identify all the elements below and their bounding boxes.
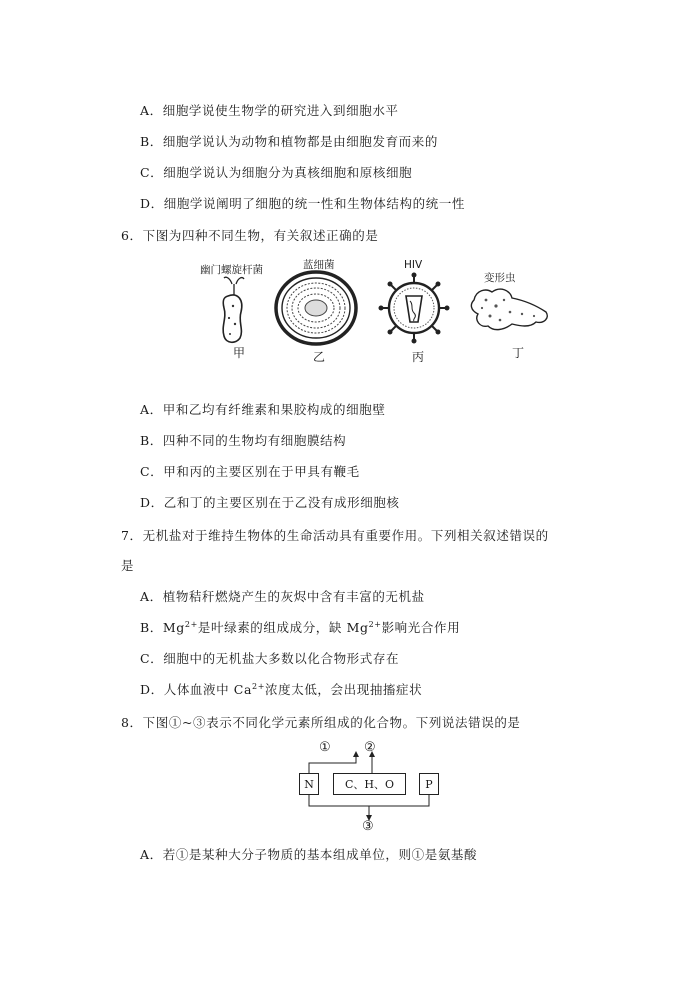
q7-option-d-part2: 浓度太低，会出现抽搐症状: [265, 682, 423, 697]
q7-option-b-part3: 影响光合作用: [381, 620, 461, 635]
mark-1: ①: [319, 740, 331, 755]
q7-option-b-sup1: 2+: [184, 619, 198, 629]
box-p: P: [419, 773, 439, 795]
q7-option-b-part1: B．Mg: [140, 620, 185, 635]
q5-option-d: D．细胞学说阐明了细胞的统一性和生物体结构的统一性: [140, 196, 466, 211]
label-yi: 乙: [313, 350, 326, 364]
q5-option-b: B．细胞学说认为动物和植物都是由细胞发育而来的: [140, 134, 438, 149]
caption-cyanobacteria: 蓝细菌: [303, 259, 335, 271]
label-jia: 甲: [233, 346, 246, 360]
mark-2: ②: [364, 740, 376, 755]
q6-option-c: C．甲和丙的主要区别在于甲具有鞭毛: [140, 464, 360, 479]
q6-option-d: D．乙和丁的主要区别在于乙没有成形细胞核: [140, 495, 400, 510]
box-n: N: [299, 773, 319, 795]
q7-option-b-part2: 是叶绿素的组成成分，缺 Mg: [197, 620, 369, 635]
q8-stem: 8．下图①~③表示不同化学元素所组成的化合物。下列说法错误的是: [121, 715, 521, 730]
label-bing: 丙: [412, 350, 425, 364]
q5-option-c: C．细胞学说认为细胞分为真核细胞和原核细胞: [140, 165, 413, 180]
caption-h-pylori: 幽门螺旋杆菌: [200, 264, 263, 276]
q7-option-c: C．细胞中的无机盐大多数以化合物形式存在: [140, 651, 400, 666]
q7-stem-line1: 7．无机盐对于维持生物体的生命活动具有重要作用。下列相关叙述错误的: [121, 528, 549, 543]
q7-option-a: A．植物秸秆燃烧产生的灰烬中含有丰富的无机盐: [140, 589, 425, 604]
q5-option-a: A．细胞学说使生物学的研究进入到细胞水平: [140, 103, 399, 118]
mark-3: ③: [362, 819, 374, 834]
q6-stem: 6．下图为四种不同生物，有关叙述正确的是: [121, 228, 379, 243]
caption-amoeba: 变形虫: [484, 272, 516, 284]
q6-option-a: A．甲和乙均有纤维素和果胶构成的细胞壁: [140, 402, 386, 417]
q7-option-b-sup2: 2+: [368, 619, 382, 629]
q7-option-d-part1: D．人体血液中 Ca: [140, 682, 253, 697]
q7-stem-line2: 是: [121, 558, 135, 573]
q8-option-a: A．若①是某种大分子物质的基本组成单位，则①是氨基酸: [140, 847, 478, 862]
caption-hiv: HIV: [404, 259, 423, 271]
box-cho: C、H、O: [333, 773, 406, 795]
q7-option-d-sup1: 2+: [252, 681, 266, 691]
q6-option-b: B．四种不同的生物均有细胞膜结构: [140, 433, 347, 448]
label-ding: 丁: [512, 346, 525, 360]
